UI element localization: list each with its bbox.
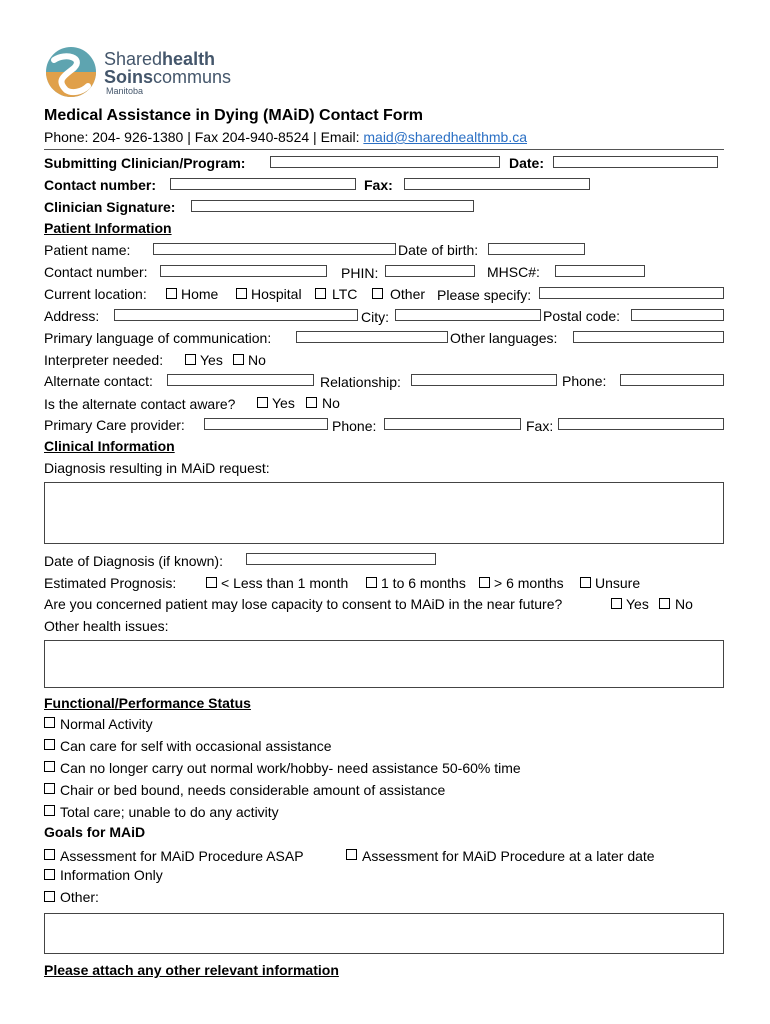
goal-other-textarea[interactable] xyxy=(44,913,724,954)
interpreter-yes-label: Yes xyxy=(200,352,223,368)
alt-aware-yes-label: Yes xyxy=(272,395,295,411)
address-field[interactable] xyxy=(114,309,358,321)
interpreter-label: Interpreter needed: xyxy=(44,352,164,368)
pcp-fax-field[interactable] xyxy=(558,418,724,430)
patient-contact-field[interactable] xyxy=(160,265,327,277)
functional-option-checkbox[interactable] xyxy=(44,739,55,750)
ltc-label: LTC xyxy=(332,286,358,302)
functional-option-checkbox[interactable] xyxy=(44,761,55,772)
logo-text-communs: communs xyxy=(153,67,232,87)
specify-field[interactable] xyxy=(539,287,724,299)
functional-option-label: Total care; unable to do any activity xyxy=(60,804,279,820)
hospital-label: Hospital xyxy=(251,286,302,302)
prognosis-less-1-month-label: < Less than 1 month xyxy=(221,575,349,591)
relationship-label: Relationship: xyxy=(320,374,401,390)
interpreter-no-checkbox[interactable] xyxy=(233,354,244,365)
prognosis-over-6-months-checkbox[interactable] xyxy=(479,577,490,588)
functional-option-label: Normal Activity xyxy=(60,716,153,732)
clinician-field[interactable] xyxy=(270,156,500,168)
contact-line-text: Phone: 204- 926-1380 | Fax 204-940-8524 | Email: xyxy=(44,129,364,145)
other-issues-textarea[interactable] xyxy=(44,640,724,688)
functional-option-label: Chair or bed bound, needs considerable amount of assistance xyxy=(60,782,446,798)
capacity-yes-checkbox[interactable] xyxy=(611,598,622,609)
hospital-checkbox[interactable] xyxy=(236,288,247,299)
capacity-no-label: No xyxy=(675,596,693,612)
goals-heading: Goals for MAiD xyxy=(44,824,146,840)
functional-option-label: Can care for self with occasional assistance xyxy=(60,738,332,754)
interpreter-no-label: No xyxy=(248,352,266,368)
language-field[interactable] xyxy=(296,331,448,343)
header-divider xyxy=(44,149,724,150)
postal-label: Postal code: xyxy=(543,308,621,324)
functional-option-checkbox[interactable] xyxy=(44,805,55,816)
submitter-fax-label: Fax: xyxy=(364,177,393,193)
home-label: Home xyxy=(181,286,219,302)
clinical-heading: Clinical Information xyxy=(44,438,175,454)
signature-field[interactable] xyxy=(191,200,474,212)
diagnosis-textarea[interactable] xyxy=(44,482,724,544)
dob-field[interactable] xyxy=(488,243,585,255)
capacity-label: Are you concerned patient may lose capacity to consent to MAiD in the near future? xyxy=(44,596,563,612)
phin-label: PHIN: xyxy=(341,265,379,281)
logo-text-manitoba: Manitoba xyxy=(106,86,144,96)
prognosis-label: Estimated Prognosis: xyxy=(44,575,177,591)
alt-phone-label: Phone: xyxy=(562,373,607,389)
goal-later-label: Assessment for MAiD Procedure at a later date xyxy=(362,848,655,864)
goal-asap-checkbox[interactable] xyxy=(44,849,55,860)
other-languages-field[interactable] xyxy=(573,331,724,343)
patient-heading: Patient Information xyxy=(44,220,172,236)
patient-name-label: Patient name: xyxy=(44,242,131,258)
specify-label: Please specify: xyxy=(437,287,532,303)
goal-other-checkbox[interactable] xyxy=(44,891,55,902)
goal-later-checkbox[interactable] xyxy=(346,849,357,860)
contact-line xyxy=(44,130,527,144)
pcp-fax-label: Fax: xyxy=(526,418,554,434)
home-checkbox[interactable] xyxy=(166,288,177,299)
alt-phone-field[interactable] xyxy=(620,374,724,386)
mhsc-label: MHSC#: xyxy=(487,264,540,280)
pcp-field[interactable] xyxy=(204,418,328,430)
logo-text-soins: Soins xyxy=(104,67,154,87)
relationship-field[interactable] xyxy=(411,374,557,386)
alt-aware-label: Is the alternate contact aware? xyxy=(44,396,236,412)
signature-label: Clinician Signature: xyxy=(44,199,176,215)
attach-note: Please attach any other relevant information xyxy=(44,962,339,978)
diagnosis-label: Diagnosis resulting in MAiD request: xyxy=(44,460,270,476)
clinician-label: Submitting Clinician/Program: xyxy=(44,155,246,171)
pcp-label: Primary Care provider: xyxy=(44,417,185,433)
goal-info-label: Information Only xyxy=(60,867,163,883)
other-location-label: Other xyxy=(390,286,426,302)
logo-mark-icon xyxy=(44,44,98,100)
language-label: Primary language of communication: xyxy=(44,330,272,346)
logo-text-health: health xyxy=(162,49,216,69)
date-diagnosis-field[interactable] xyxy=(246,553,436,565)
capacity-yes-label: Yes xyxy=(626,596,649,612)
interpreter-yes-checkbox[interactable] xyxy=(185,354,196,365)
prognosis-over-6-months-label: > 6 months xyxy=(494,575,564,591)
city-field[interactable] xyxy=(395,309,541,321)
alt-aware-yes-checkbox[interactable] xyxy=(257,397,268,408)
functional-option-checkbox[interactable] xyxy=(44,783,55,794)
phin-field[interactable] xyxy=(385,265,475,277)
goal-asap-label: Assessment for MAiD Procedure ASAP xyxy=(60,848,304,864)
pcp-phone-label: Phone: xyxy=(332,418,377,434)
ltc-checkbox[interactable] xyxy=(315,288,326,299)
prognosis-less-1-month-checkbox[interactable] xyxy=(206,577,217,588)
location-label: Current location: xyxy=(44,286,147,302)
other-location-checkbox[interactable] xyxy=(372,288,383,299)
submitter-contact-field[interactable] xyxy=(170,178,356,190)
email-link[interactable]: maid@sharedhealthmb.ca xyxy=(363,129,528,145)
capacity-no-checkbox[interactable] xyxy=(659,598,670,609)
prognosis-unsure-checkbox[interactable] xyxy=(580,577,591,588)
address-label: Address: xyxy=(44,308,100,324)
prognosis-1-6-months-checkbox[interactable] xyxy=(366,577,377,588)
dob-label: Date of birth: xyxy=(398,242,479,258)
functional-heading: Functional/Performance Status xyxy=(44,695,251,711)
form-title: Medical Assistance in Dying (MAiD) Contact Form xyxy=(44,107,424,124)
goal-info-checkbox[interactable] xyxy=(44,869,55,880)
logo-text-shared: Shared xyxy=(104,49,163,69)
functional-option-label: Can no longer carry out normal work/hobby- need assistance 50-60% time xyxy=(60,760,521,776)
other-languages-label: Other languages: xyxy=(450,330,558,346)
alt-aware-no-checkbox[interactable] xyxy=(306,397,317,408)
city-label: City: xyxy=(361,309,389,325)
other-issues-label: Other health issues: xyxy=(44,618,169,634)
alt-contact-label: Alternate contact: xyxy=(44,373,153,389)
pcp-phone-field[interactable] xyxy=(384,418,521,430)
alt-aware-no-label: No xyxy=(322,395,340,411)
prognosis-unsure-label: Unsure xyxy=(595,575,641,591)
postal-field[interactable] xyxy=(631,309,724,321)
date-diagnosis-label: Date of Diagnosis (if known): xyxy=(44,553,223,569)
date-label: Date: xyxy=(509,155,545,171)
submitter-fax-field[interactable] xyxy=(404,178,590,190)
patient-name-field[interactable] xyxy=(153,243,396,255)
functional-option-checkbox[interactable] xyxy=(44,717,55,728)
goal-other-label: Other: xyxy=(60,889,99,905)
date-field[interactable] xyxy=(553,156,718,168)
prognosis-1-6-months-label: 1 to 6 months xyxy=(381,575,466,591)
alt-contact-field[interactable] xyxy=(167,374,314,386)
mhsc-field[interactable] xyxy=(555,265,645,277)
patient-contact-label: Contact number: xyxy=(44,264,148,280)
submitter-contact-label: Contact number: xyxy=(44,177,156,193)
